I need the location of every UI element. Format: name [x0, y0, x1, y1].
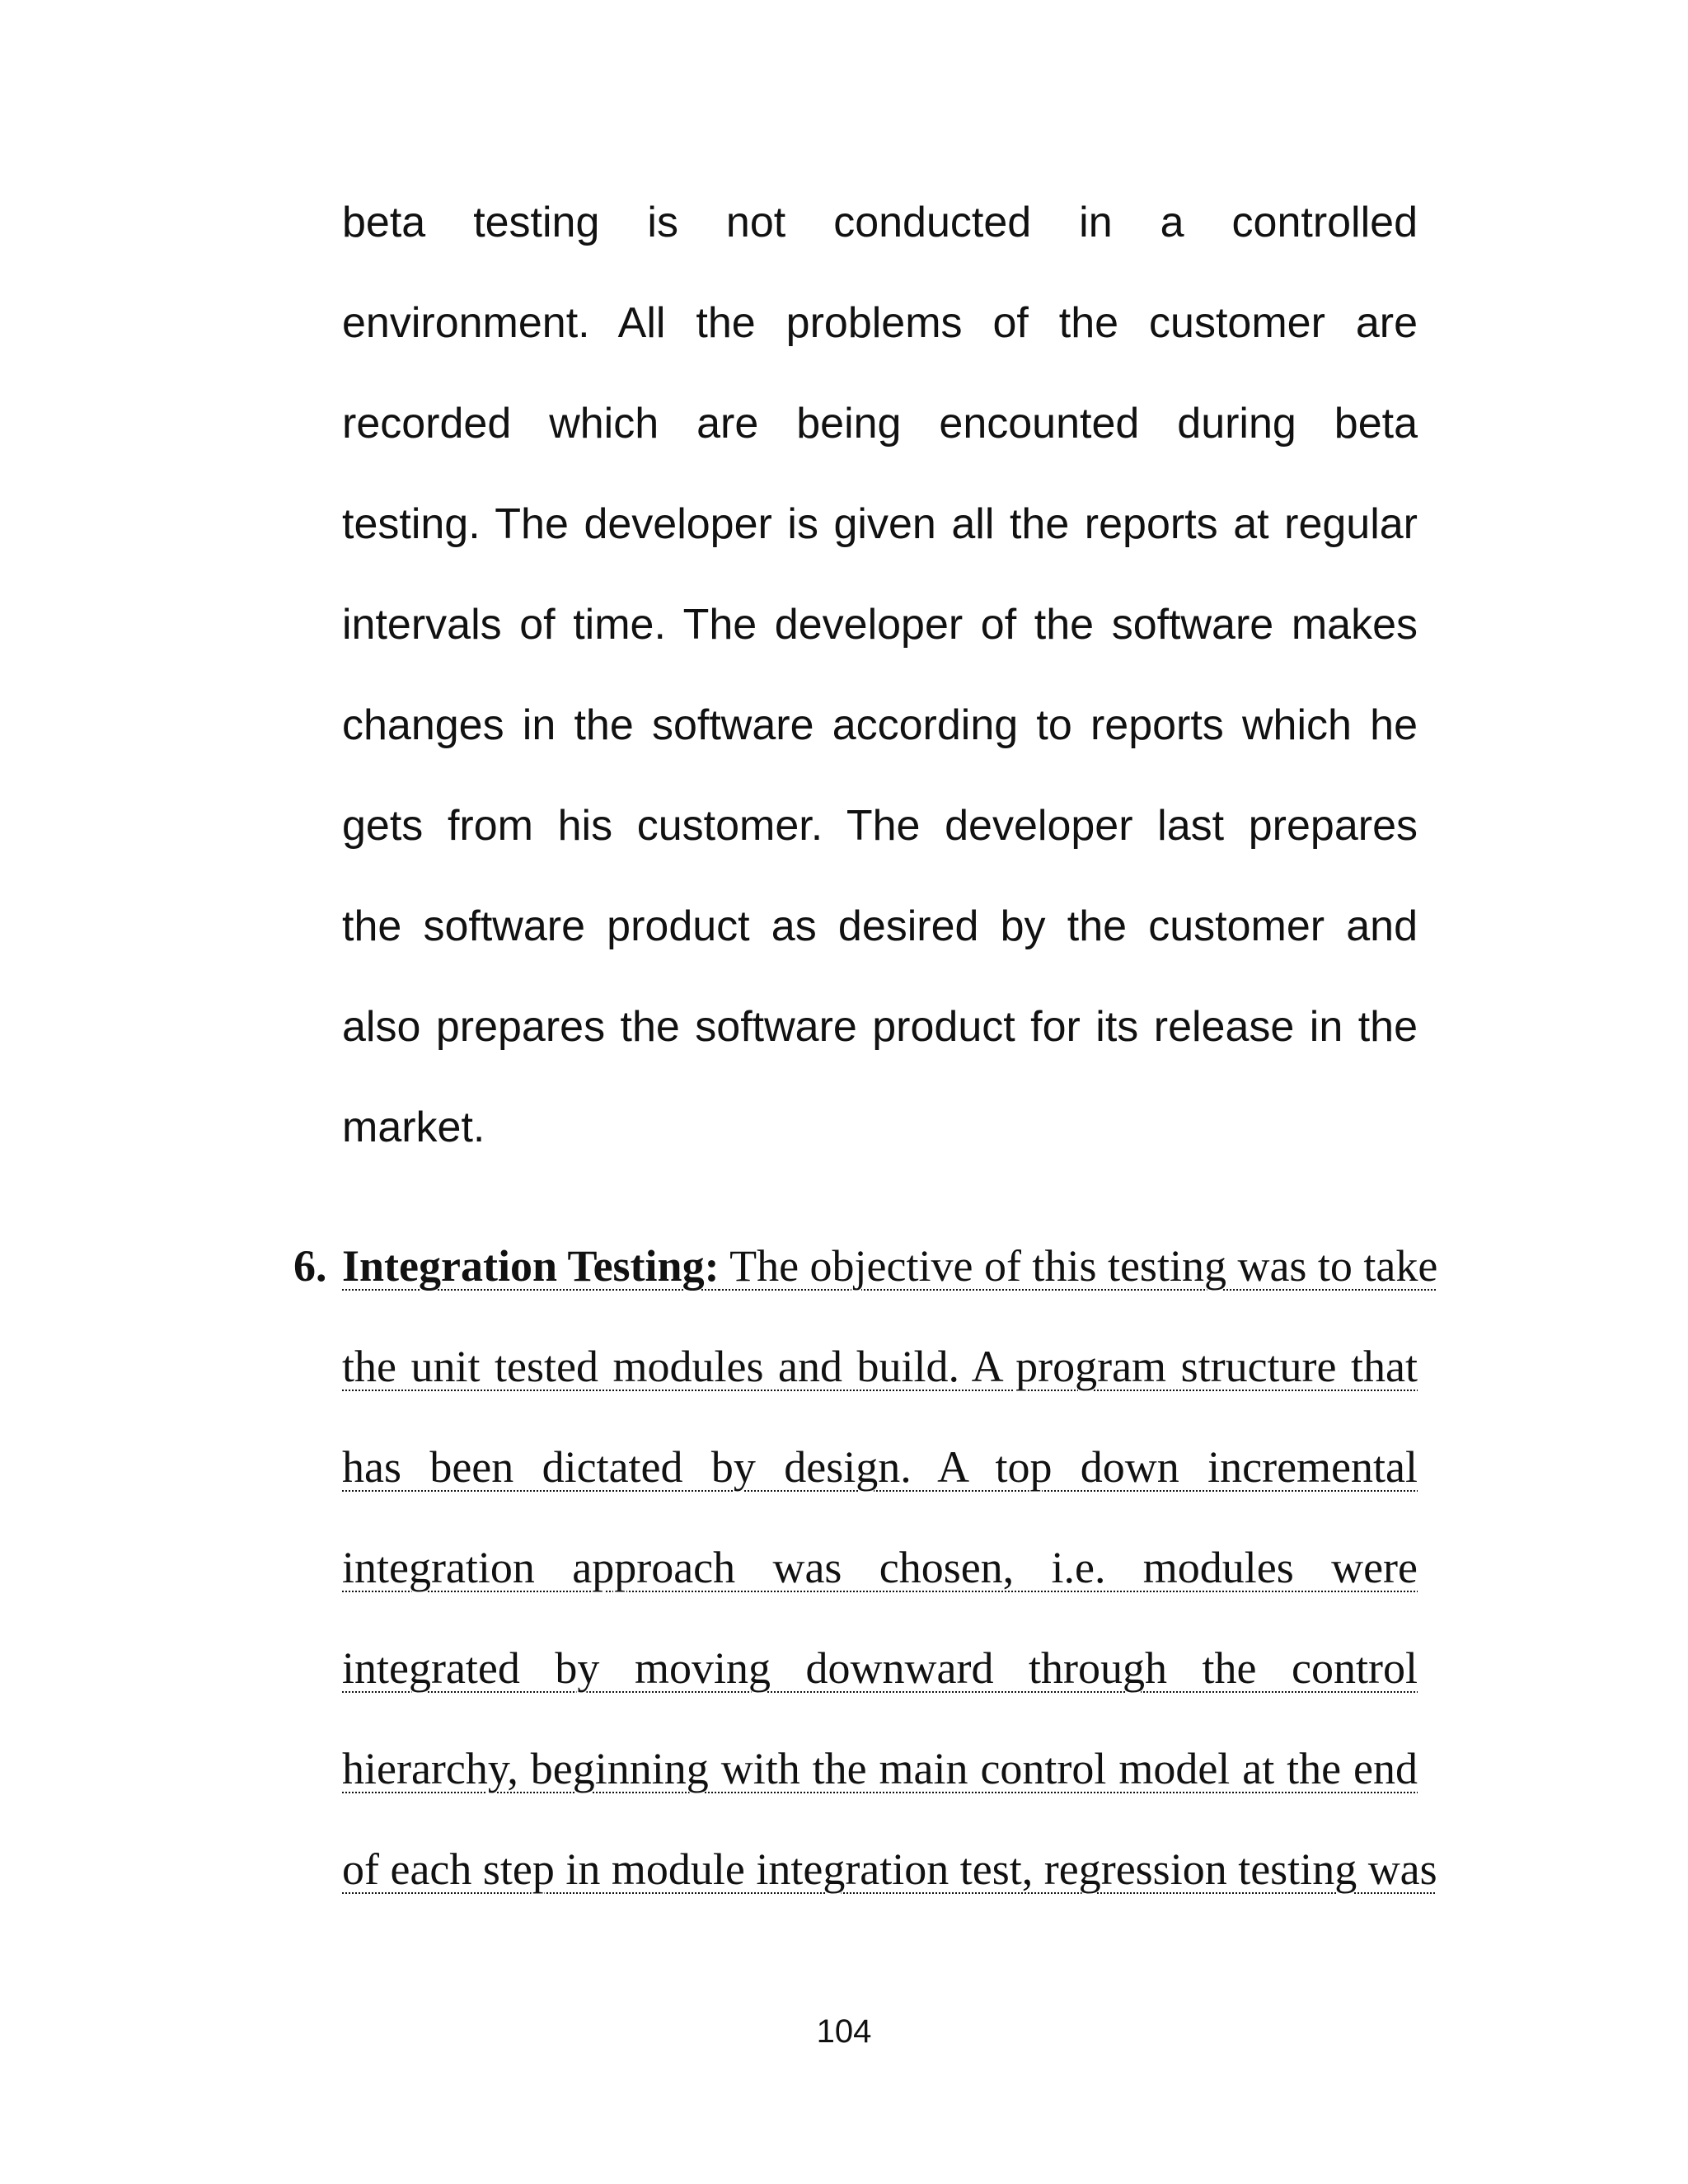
body-text-line: testing. The developer is given all the reports at regular — [342, 500, 1418, 548]
list-item-number: 6. — [293, 1241, 327, 1291]
list-item-text-line: hierarchy, beginning with the main control model at the end — [342, 1744, 1418, 1793]
body-text-line: changes in the software according to reports which he — [342, 701, 1418, 749]
list-item-text-line: integrated by moving downward through the control — [342, 1643, 1418, 1693]
list-item-text-line: integration approach was chosen, i.e. modules were — [342, 1543, 1418, 1592]
body-text-line: recorded which are being encounted during beta — [342, 400, 1418, 448]
body-text-line: beta testing is not conducted in a controlled — [342, 199, 1418, 246]
body-text-line: market. — [342, 1104, 485, 1151]
body-text-line: also prepares the software product for its release in the — [342, 1003, 1418, 1051]
body-text-line: environment. All the problems of the customer are — [342, 299, 1418, 347]
body-text-line: the software product as desired by the customer and — [342, 902, 1418, 950]
list-item-text-line: the unit tested modules and build. A program structure that — [342, 1342, 1418, 1391]
list-item-first-line — [342, 1241, 1438, 1291]
page-number: 104 — [816, 2013, 872, 2050]
list-item-text-line: has been dictated by design. A top down incremental — [342, 1442, 1418, 1492]
list-item-first-line-text: The objective of this testing was to take — [719, 1241, 1438, 1291]
body-text-line: intervals of time. The developer of the software makes — [342, 601, 1418, 649]
list-item-term: Integration Testing: — [342, 1241, 720, 1291]
body-text-line: gets from his customer. The developer last prepares — [342, 802, 1418, 850]
list-item-text-line: of each step in module integration test, regression testing was — [342, 1844, 1437, 1894]
